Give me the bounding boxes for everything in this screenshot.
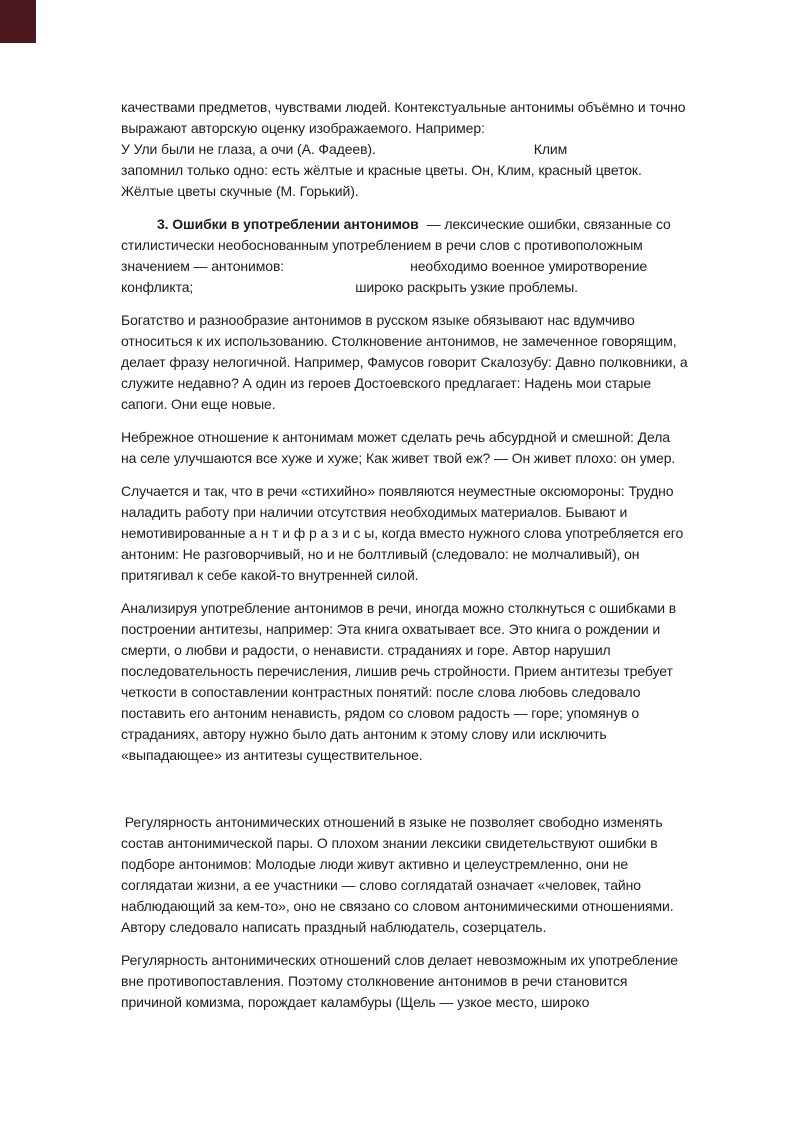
text-line <box>121 703 731 724</box>
text-run: последовательность перечисления, лишив речь стройности. Прием антитезы требует <box>121 663 673 679</box>
text-line <box>121 331 731 352</box>
text-run: делает фразу нелогичной. Например, Фамусов говорит Скалозубу: Давно полковники, а <box>121 354 688 370</box>
text-run: притягивал к себе какой-то внутренней силой. <box>121 567 419 583</box>
text-run: Анализируя употребление антонимов в речи, иногда можно столкнуться с ошибками в <box>121 600 677 616</box>
text-line <box>121 523 731 544</box>
text-run: причиной комизма, порождает каламбуры (Щель — узкое место, широко <box>121 994 590 1010</box>
text-line <box>121 917 731 938</box>
text-run: на селе улучшаются все хуже и хуже; Как живет твой еж? — Он живет плохо: он умер. <box>121 450 676 466</box>
text-line <box>121 97 731 118</box>
text-run: широко раскрыть узкие проблемы. <box>355 279 578 295</box>
text-line <box>121 481 731 502</box>
text-line <box>121 256 731 277</box>
text-run: сапоги. Они еще новые. <box>121 396 276 412</box>
text-run: немотивированные а н т и ф р а з и с ы, когда вместо нужного слова употребляется его <box>121 525 684 541</box>
text-run: построении антитезы, например: Эта книга охватывает все. Это книга о рождении и <box>121 621 661 637</box>
text-line <box>121 277 731 298</box>
paragraph <box>121 481 731 586</box>
text-line <box>121 310 731 331</box>
text-line <box>121 160 731 181</box>
text-gap <box>419 228 427 229</box>
text-line <box>121 971 731 992</box>
text-run: У Ули были не глаза, а очи (А. Фадеев). <box>121 141 376 157</box>
text-run: качествами предметов, чувствами людей. Контекстуальные антонимы объёмно и точно <box>121 99 686 115</box>
text-run: значением — антонимов: <box>121 258 285 274</box>
text-run: наладить работу при наличии отсутствия необходимых материалов. Бывают и <box>121 504 628 520</box>
text-line <box>121 682 731 703</box>
text-line <box>121 833 731 854</box>
text-run: относиться к их использованию. Столкновение антонимов, не замеченное говорящим, <box>121 333 677 349</box>
text-run: Случается и так, что в речи «стихийно» появляются неуместные оксюмороны: Трудно <box>121 483 674 499</box>
text-line <box>121 235 731 256</box>
paragraph <box>121 950 731 1013</box>
paragraph <box>121 214 731 298</box>
text-run: четкости в сопоставлении контрастных понятий: после слова любовь следовало <box>121 684 641 700</box>
paragraph <box>121 97 731 202</box>
text-line <box>121 565 731 586</box>
text-line <box>121 992 731 1013</box>
text-line <box>121 640 731 661</box>
text-run: служите недавно? А один из героев Достоевского предлагает: Надень мои старые <box>121 375 652 391</box>
text-run: запомнил только одно: есть жёлтые и красные цветы. Он, Клим, красный цветок. <box>121 162 642 178</box>
text-gap <box>121 228 157 229</box>
text-gap <box>284 270 410 271</box>
text-run: соглядатаи жизни, а ее участники — слово соглядатай означает «человек, тайно <box>121 877 641 893</box>
paragraph <box>121 598 731 766</box>
text-line <box>121 214 731 235</box>
text-line <box>121 448 731 469</box>
text-line <box>121 181 731 202</box>
text-line <box>121 502 731 523</box>
text-run: Жёлтые цветы скучные (М. Горький). <box>121 183 359 199</box>
text-line <box>121 352 731 373</box>
text-line <box>121 724 731 745</box>
text-run: Богатство и разнообразие антонимов в русском языке обязывают нас вдумчиво <box>121 312 635 328</box>
text-run: стилистически необоснованным употреблением в речи слов с противоположным <box>121 237 643 253</box>
text-run: состав антонимической пары. О плохом знании лексики свидетельствуют ошибки в <box>121 835 658 851</box>
paragraph <box>121 812 731 938</box>
text-run: — лексические ошибки, связанные со <box>426 216 671 232</box>
text-line <box>121 598 731 619</box>
text-run: Клим <box>533 141 568 157</box>
text-line <box>121 118 731 139</box>
text-run: необходимо военное умиротворение <box>410 258 648 274</box>
text-line <box>121 139 731 160</box>
text-gap <box>376 153 534 154</box>
text-run: Регулярность антонимических отношений в языке не позволяет свободно изменять <box>121 814 663 830</box>
text-line <box>121 950 731 971</box>
text-run: «выпадающее» из антитезы существительное. <box>121 747 423 763</box>
text-line <box>121 427 731 448</box>
paragraph <box>121 310 731 415</box>
text-run: смерти, о любви и радости, о ненависти. страданиях и горе. Автор нарушил <box>121 642 611 658</box>
page-corner-marker <box>0 0 36 43</box>
text-gap <box>193 291 355 292</box>
text-run: антоним: Не разговорчивый, но и не болтливый (следовало: не молчаливый), он <box>121 546 640 562</box>
text-run: Автору следовало написать праздный наблюдатель, созерцатель. <box>121 919 547 935</box>
document-text-block <box>121 97 731 1025</box>
text-line <box>121 812 731 833</box>
text-line <box>121 854 731 875</box>
text-line <box>121 619 731 640</box>
text-run: конфликта; <box>121 279 194 295</box>
bold-text-run: 3. Ошибки в употреблении антонимов <box>157 216 419 232</box>
text-line <box>121 745 731 766</box>
text-run: страданиях, автору нужно было дать антоним к этому слову или исключить <box>121 726 607 742</box>
text-run: Регулярность антонимических отношений слов делает невозможным их употребление <box>121 952 678 968</box>
paragraph <box>121 427 731 469</box>
text-run: подборе антонимов: Молодые люди живут активно и целеустремленно, они не <box>121 856 629 872</box>
text-run: вне противопоставления. Поэтому столкновение антонимов в речи становится <box>121 973 628 989</box>
text-run: выражают авторскую оценку изображаемого. Например: <box>121 120 485 136</box>
text-run: наблюдающий за кем-то», оно не связано со словом антонимическими отношениями. <box>121 898 674 914</box>
text-run: поставить его антоним ненависть, рядом со словом радость — горе; упомянув о <box>121 705 639 721</box>
text-line <box>121 875 731 896</box>
text-line <box>121 896 731 917</box>
text-line <box>121 394 731 415</box>
text-line <box>121 373 731 394</box>
text-line <box>121 544 731 565</box>
text-line <box>121 661 731 682</box>
text-run: Небрежное отношение к антонимам может сделать речь абсурдной и смешной: Дела <box>121 429 670 445</box>
